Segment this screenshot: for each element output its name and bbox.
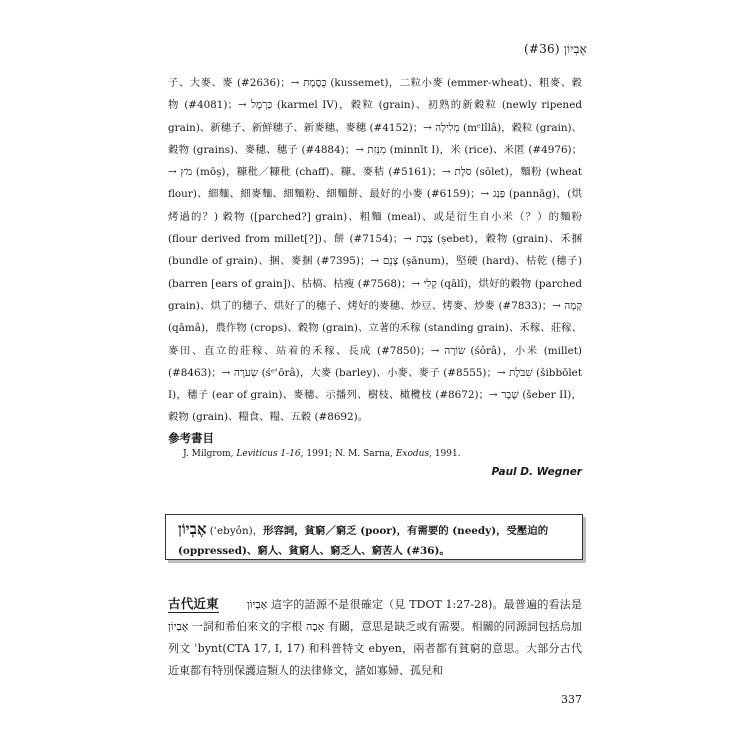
citation-title-1: Leviticus 1-16 <box>236 449 301 459</box>
page-number: 337 <box>561 693 582 706</box>
entry-definition: 形容詞，貧窮／窮乏 (poor)，有需要的 (needy)，受壓迫的 (oppressed)、窮人、貧窮人、窮乏人、窮苦人 (#36)。 <box>178 525 549 557</box>
references-citation <box>183 449 461 459</box>
citation-end: , 1991. <box>429 449 461 459</box>
entry-headword: אֶבְיוֹן <box>178 520 207 538</box>
references-heading: 參考書目 <box>168 431 214 445</box>
entry-box <box>165 514 583 560</box>
citation-middle: , 1991; N. M. Sarna, <box>300 449 396 459</box>
entry-transliteration: (ʾebyôn)， <box>206 525 264 537</box>
lexicon-body-text: 子、大麥、麥 (#2636)；→ כֻּסֶּמֶת (kussemet)，二粒小麥 (emmer-wheat)、粗麥、穀物 (#4081)；→ כַּרְמֶל (karmel IV)，穀粒 (grain)、初熟的新穀粒 (newly ripened grain)、新穗子、新鮮穗子、新麥穗、麥穗 (#4152)；→ מְלִילָה (mᵉlîlâ)，穀粒 (grain)、穀物 (grains)、麥穗、穗子 (#4884)；→ מִנְּזִת (minnīt I)，米 (rice)、米匿 (#4976)；→ מֹץ (mōṣ)，糠秕／糠秕 (chaff)、糠、麥秸 (#5161)；→ סֹלֶת (sōlet)，麵粉 (wheat flour)、細麵、細麥麵、細麵粉、細麵餅、最好的小麥 (#6159)；→ פַּנַּג (pannāg)，(烘烤過的？) 穀物 ([parched?] grain)、粗麵 (meal)、或是衍生自小米（？）的麵粉 (flour derived from millet[?])、餅 (#7154)；→ צֶבֶת (ṣebet)，穀物 (grain)、禾捆 (bundle of grain)、捆、麥捆 (#7395)；→ צָנֻם (ṣānum)，堅硬 (hard)、枯乾 (穗子)(barren [ears of grain])、枯槁、枯瘦 (#7568)；→ קָלִי (qālî)，烘好的穀物 (parched grain)、烘了的穗子、烘好了的穗子、烤好的麥穗、炒豆、烤麥、炒麥 (#7833)；→ קָמָה (qāmâ)，農作物 (crops)、穀物 (grain)、立著的禾稼 (standing grain)、禾稼、莊稼、麥田、直立的莊稼、站着的禾稼、長成 (#7850)；→ שׂוֹרָה (śôrâ)，小米 (millet)(#8463)；→ שְׂעֹרָה (śᵉʿōrâ)，大麥 (barley)、小麥、麥子 (#8555)；→ שִׁבֹּלֶת (šibbōlet I)，穗子 (ear of grain)、麥穗、示播列、樹枝、橄欖枝 (#8672)；→ שֶׁבֶר (šeber II)，穀物 (grain)、糧食、糧、五穀 (#8692)。 <box>168 77 583 424</box>
running-head: אֶבְיוֹן (#36) <box>524 42 587 56</box>
citation-author-1: J. Milgrom, <box>183 449 237 459</box>
section-text: אֶבְיוֹן 這字的語源不是很確定（見 TDOT 1:27-28)。最普遍的看法是 אֶבְיוֹן 一詞和希伯來文的字根 אָבָה 有關，意思是缺乏或有需要。相關的同源詞包括烏加列文 ʾbynt(CTA 17, I, 17) 和科普特文 ebyen，兩者都有貧窮的意思。大部分古代近東都有特別保護這類人的法律條文，諸如寡婦、孤兒和 <box>168 598 582 677</box>
section-ancient-near-east <box>168 593 582 682</box>
section-heading: 古代近東 <box>168 596 219 611</box>
citation-title-2: Exodus <box>395 449 430 459</box>
article-author: Paul D. Wegner <box>491 466 582 478</box>
